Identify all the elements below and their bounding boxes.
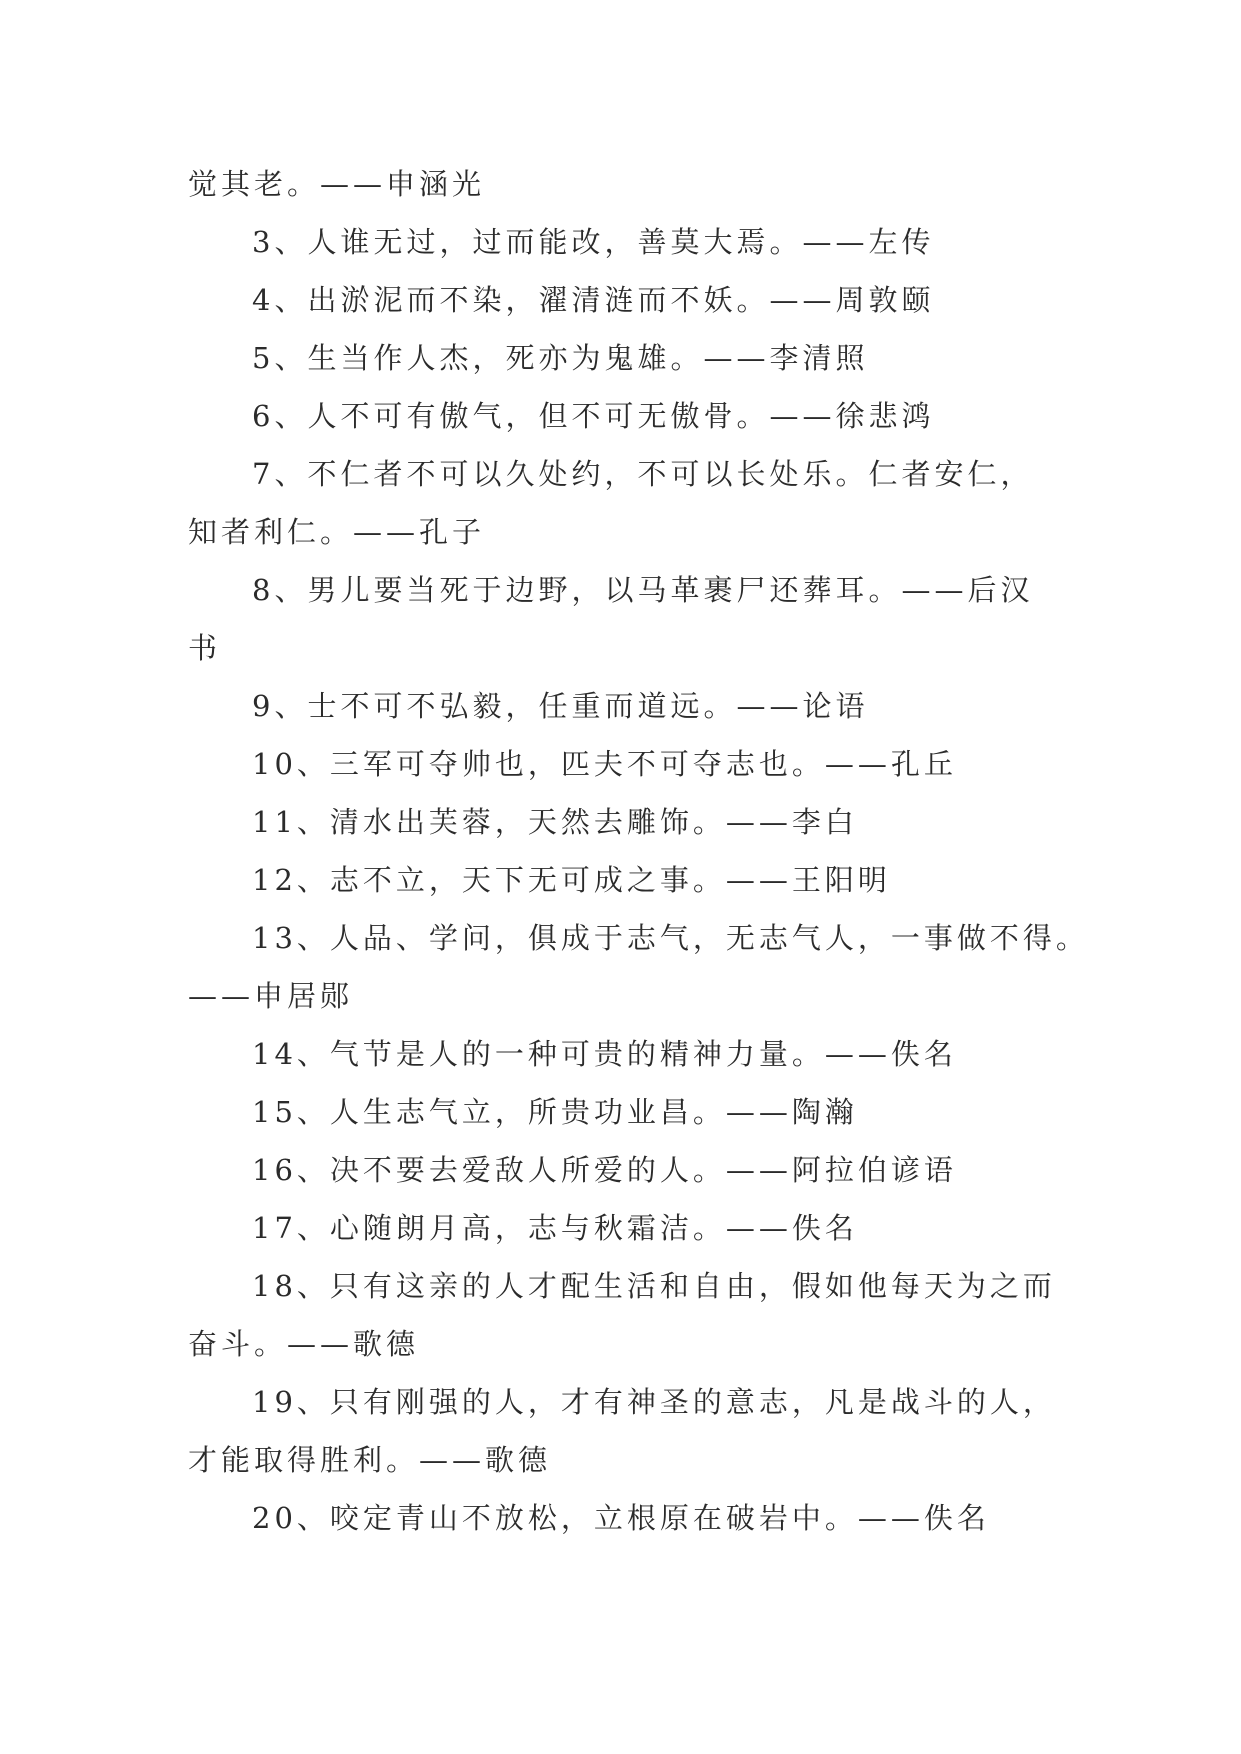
- quote-20: 20、咬定青山不放松，立根原在破岩中。——佚名: [252, 1501, 990, 1535]
- quote-14: 14、气节是人的一种可贵的精神力量。——佚名: [252, 1037, 957, 1071]
- quote-18-continued: 奋斗。——歌德: [188, 1327, 420, 1361]
- quote-17: 17、心随朗月高，志与秋霜洁。——佚名: [252, 1211, 858, 1245]
- quote-13-continued: ——申居郧: [188, 979, 354, 1013]
- quote-3: 3、人谁无过，过而能改，善莫大焉。——左传: [252, 225, 935, 259]
- quote-8: 8、男儿要当死于边野，以马革裹尸还葬耳。——后汉: [252, 573, 1034, 607]
- quote-19: 19、只有刚强的人，才有神圣的意志，凡是战斗的人，: [252, 1385, 1056, 1419]
- quote-16: 16、决不要去爱敌人所爱的人。——阿拉伯谚语: [252, 1153, 957, 1187]
- text-line: 觉其老。——申涵光: [188, 167, 486, 201]
- quote-7: 7、不仁者不可以久处约，不可以长处乐。仁者安仁，: [252, 457, 1034, 491]
- quote-12: 12、志不立，天下无可成之事。——王阳明: [252, 863, 891, 897]
- quote-7-continued: 知者利仁。——孔子: [188, 515, 486, 549]
- quote-15: 15、人生志气立，所贵功业昌。——陶瀚: [252, 1095, 858, 1129]
- quote-10: 10、三军可夺帅也，匹夫不可夺志也。——孔丘: [252, 747, 957, 781]
- quote-5: 5、生当作人杰，死亦为鬼雄。——李清照: [252, 341, 869, 375]
- quote-6: 6、人不可有傲气，但不可无傲骨。——徐悲鸿: [252, 399, 935, 433]
- quote-11: 11、清水出芙蓉，天然去雕饰。——李白: [252, 805, 858, 839]
- quote-8-continued: 书: [188, 631, 222, 665]
- quote-19-continued: 才能取得胜利。——歌德: [188, 1443, 552, 1477]
- quote-13: 13、人品、学问，俱成于志气，无志气人，一事做不得。: [252, 921, 1089, 955]
- quote-4: 4、出淤泥而不染，濯清涟而不妖。——周敦颐: [252, 283, 935, 317]
- quote-18: 18、只有这亲的人才配生活和自由，假如他每天为之而: [252, 1269, 1056, 1303]
- quote-9: 9、士不可不弘毅，任重而道远。——论语: [252, 689, 869, 723]
